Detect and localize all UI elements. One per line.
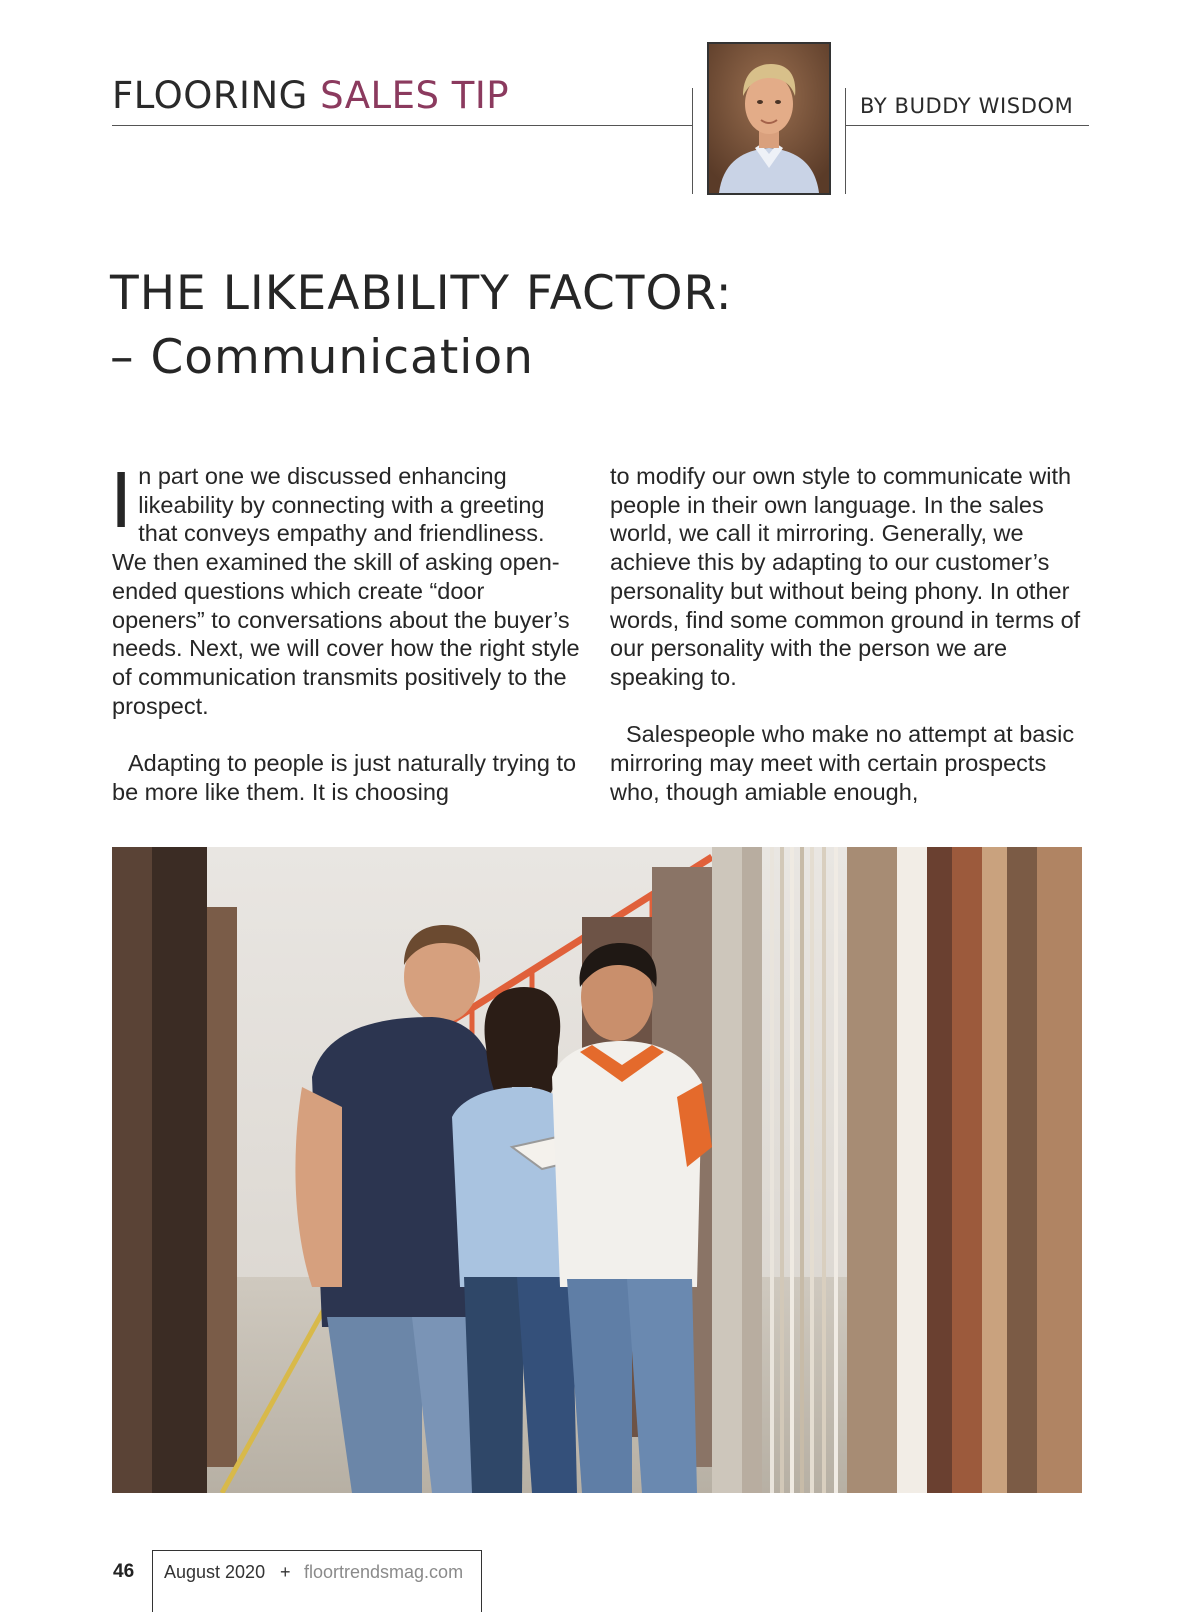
footer-separator: + xyxy=(280,1562,291,1582)
page-number: 46 xyxy=(113,1561,135,1582)
header-rule-right xyxy=(845,125,1089,126)
paragraph-text: n part one we discussed enhancing likeability by connecting with a greeting that conveys empathy and friendliness. We then examined the skill of asking open-ended questions which create “door openers” to conversations about the buyer’s needs. Next, we will cover how the right style of communication transmits positively to the prospect. xyxy=(112,463,580,719)
drop-cap: I xyxy=(110,455,133,544)
article-column-right xyxy=(610,462,1090,806)
showroom-photo-graphic xyxy=(112,847,1082,1493)
headline-line-1: THE LIKEABILITY FACTOR: xyxy=(110,266,733,321)
column-title-accent: SALES TIP xyxy=(320,74,510,117)
article-photo xyxy=(112,847,1082,1493)
author-photo xyxy=(707,42,831,195)
column-title-prefix: FLOORING xyxy=(112,74,308,117)
footer-issue-date: August 2020 xyxy=(164,1562,266,1582)
paragraph: to modify our own style to communicate with people in their own language. In the sales world, we call it mirroring. Generally, we achieve this by adapting to our customer’s personality but without being phony. In other words, find some common ground in terms of our personality with the person we are speaking to. xyxy=(610,463,1081,690)
byline: BY BUDDY WISDOM xyxy=(860,94,1074,118)
article-headline xyxy=(110,262,733,390)
header-rule-left xyxy=(112,125,692,126)
photo-frame-right-line xyxy=(845,88,846,194)
headline-line-2: – Communication xyxy=(110,330,534,385)
paragraph xyxy=(110,455,582,720)
paragraph: Adapting to people is just naturally trying to be more like them. It is choosing xyxy=(112,750,577,805)
article-column-left xyxy=(110,455,582,806)
paragraph: Salespeople who make no attempt at basic mirroring may meet with certain prospects who, though amiable enough, xyxy=(610,721,1075,805)
footer-website-link[interactable]: floortrendsmag.com xyxy=(304,1562,464,1582)
column-title xyxy=(112,74,509,117)
author-portrait-graphic xyxy=(709,44,829,193)
photo-frame-left-line xyxy=(692,88,693,194)
